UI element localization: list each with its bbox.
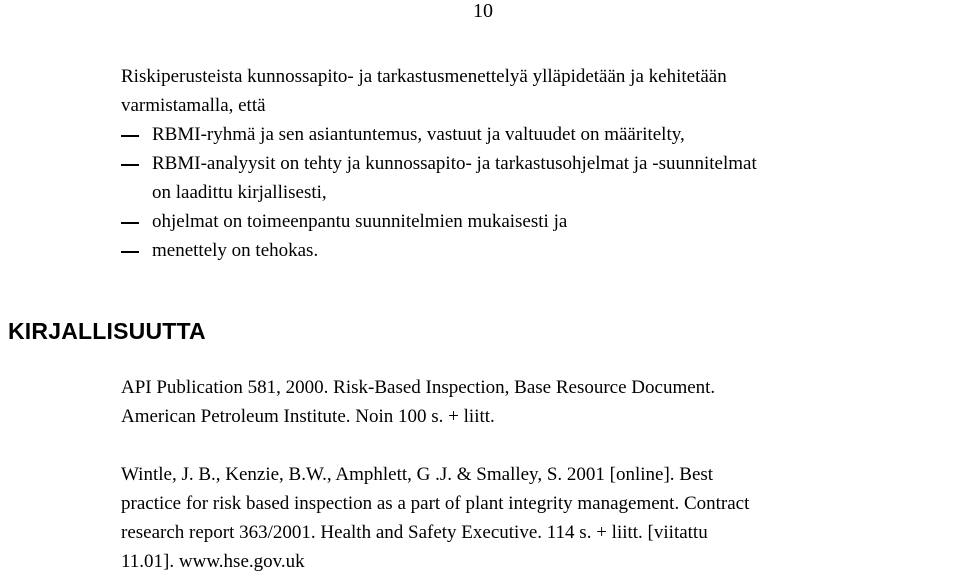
body-paragraph bbox=[121, 62, 951, 265]
reference-line: research report 363/2001. Health and Safety Executive. 114 s. + liitt. [viitattu bbox=[121, 522, 708, 543]
list-item bbox=[121, 120, 951, 149]
reference-line: American Petroleum Institute. Noin 100 s. + liitt. bbox=[121, 406, 495, 427]
intro-line: Riskiperusteista kunnossapito- ja tarkastusmenettelyä ylläpidetään ja kehitetään bbox=[121, 66, 727, 87]
reference-entry bbox=[121, 460, 956, 576]
reference-line: Wintle, J. B., Kenzie, B.W., Amphlett, G .J. & Smalley, S. 2001 [online]. Best bbox=[121, 464, 714, 485]
dash-list bbox=[121, 120, 951, 265]
list-item-text: RBMI-ryhmä ja sen asiantuntemus, vastuut ja valtuudet on määritelty, bbox=[152, 124, 685, 145]
reference-entry bbox=[121, 373, 956, 431]
list-item bbox=[121, 207, 951, 236]
reference-line: practice for risk based inspection as a part of plant integrity management. Contract bbox=[121, 493, 750, 514]
list-item-text-continued: on laadittu kirjallisesti, bbox=[152, 182, 327, 203]
list-item bbox=[121, 149, 951, 207]
list-item-text: ohjelmat on toimeenpantu suunnitelmien mukaisesti ja bbox=[152, 211, 568, 232]
reference-list bbox=[121, 373, 956, 576]
list-item-text: menettely on tehokas. bbox=[152, 240, 319, 261]
list-item bbox=[121, 236, 951, 265]
reference-line: 11.01]. www.hse.gov.uk bbox=[121, 551, 305, 572]
section-heading: KIRJALLISUUTTA bbox=[8, 318, 206, 344]
page-number: 10 bbox=[473, 0, 493, 22]
intro-line: varmistamalla, että bbox=[121, 95, 266, 116]
list-item-text: RBMI-analyysit on tehty ja kunnossapito- ja tarkastusohjelmat ja -suunnitelmat bbox=[152, 153, 757, 174]
reference-line: API Publication 581, 2000. Risk-Based Inspection, Base Resource Document. bbox=[121, 377, 716, 398]
